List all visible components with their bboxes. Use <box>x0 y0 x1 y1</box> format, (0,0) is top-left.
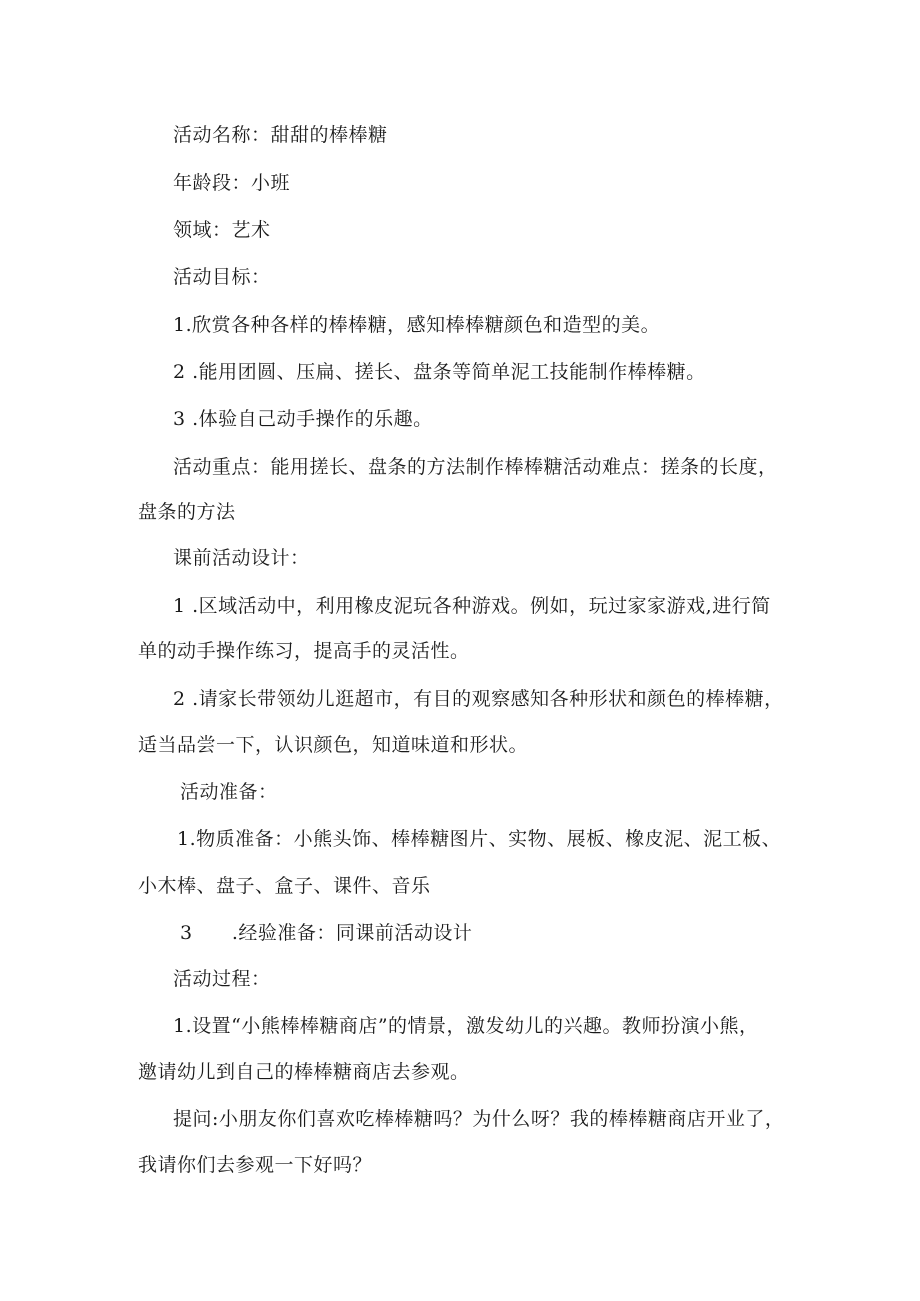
question-line: 提问:小朋友你们喜欢吃棒棒糖吗？为什么呀？我的棒棒糖商店开业了， <box>173 1108 785 1130</box>
goals-heading: 活动目标： <box>173 266 271 288</box>
pre-class-item-1: 1 .区域活动中，利用橡皮泥玩各种游戏。例如，玩过家家游戏,进行简 <box>173 595 771 617</box>
question-line-cont: 我请你们去参观一下好吗？ <box>138 1154 373 1176</box>
age-group-line: 年龄段：小班 <box>173 172 291 194</box>
preparation-item-1-cont: 小木棒、盘子、盒子、课件、音乐 <box>138 875 431 897</box>
goal-item-2: 2 .能用团圆、压扁、搓长、盘条等简单泥工技能制作棒棒糖。 <box>173 361 706 383</box>
preparation-item-1: 1.物质准备：小熊头饰、棒棒糖图片、实物、展板、橡皮泥、泥工板、 <box>177 828 782 850</box>
process-item-1-cont: 邀请幼儿到自己的棒棒糖商店去参观。 <box>138 1061 470 1083</box>
pre-class-item-2-cont: 适当品尝一下，认识颜色，知道味道和形状。 <box>138 734 529 756</box>
activity-name-line: 活动名称：甜甜的棒棒糖 <box>173 124 388 146</box>
pre-class-item-2: 2 .请家长带领幼儿逛超市，有目的观察感知各种形状和颜色的棒棒糖， <box>173 688 784 710</box>
process-heading: 活动过程： <box>173 968 271 990</box>
goal-item-3: 3 .体验自己动手操作的乐趣。 <box>173 408 433 430</box>
preparation-heading: 活动准备： <box>180 781 278 803</box>
domain-line: 领域：艺术 <box>173 219 271 241</box>
pre-class-item-1-cont: 单的动手操作练习，提高手的灵活性。 <box>138 640 470 662</box>
preparation-item-2: 3 .经验准备：同课前活动设计 <box>180 922 473 944</box>
key-points-line-cont: 盘条的方法 <box>138 501 236 523</box>
pre-class-heading: 课前活动设计： <box>173 547 310 569</box>
key-points-line: 活动重点：能用搓长、盘条的方法制作棒棒糖活动难点：搓条的长度， <box>173 456 778 478</box>
process-item-1: 1.设置“小熊棒棒糖商店”的情景，激发幼儿的兴趣。教师扮演小熊， <box>173 1015 759 1037</box>
goal-item-1: 1.欣赏各种各样的棒棒糖，感知棒棒糖颜色和造型的美。 <box>173 314 661 336</box>
